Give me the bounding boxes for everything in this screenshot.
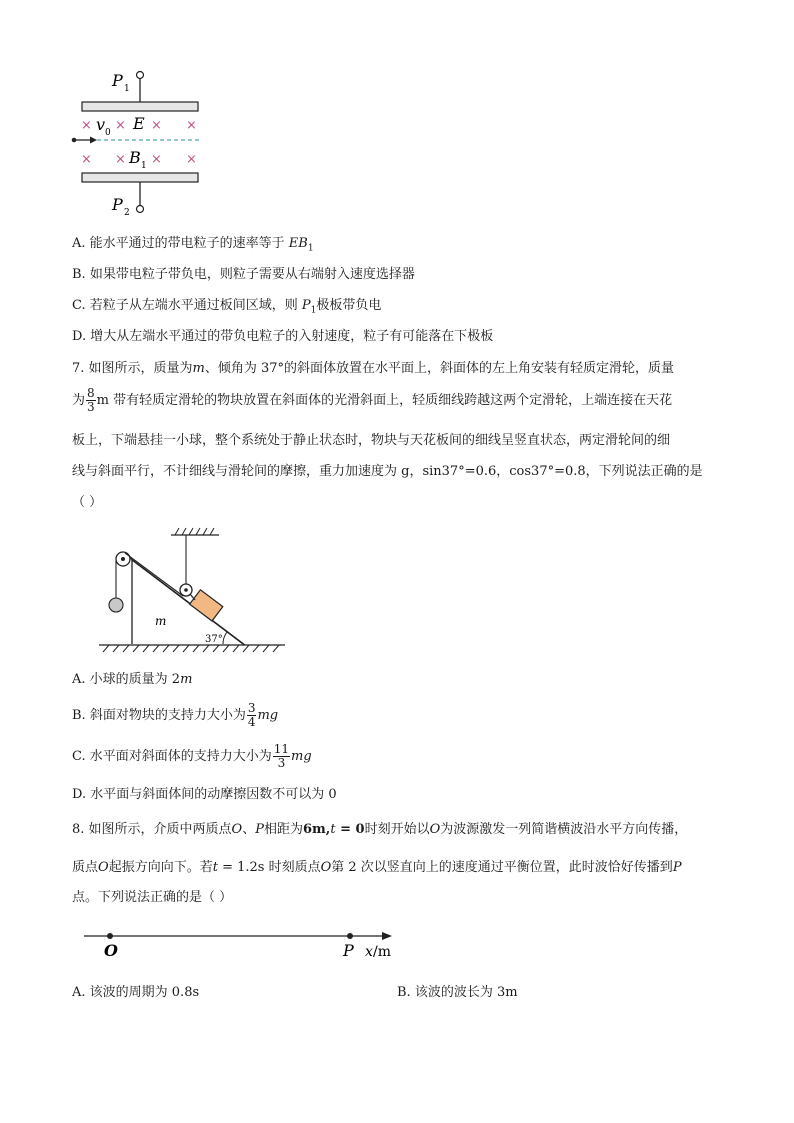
option-text: D. 水平面与斜面体间的动摩擦因数不可以为 0 [72, 787, 337, 802]
q8-stem-line3 [72, 888, 232, 908]
stem-text: 点。下列说法正确的是（ ） [72, 890, 233, 905]
option-text: C. 若粒子从左端水平通过板间区域，则 [72, 298, 298, 313]
frac-num: 8 [87, 386, 95, 400]
fraction-11-3 [273, 743, 290, 770]
stem-text: 、倾角为 37°的斜面体放置在水平面上，斜面体的左上角安装有轻质定滑轮，质量 [204, 361, 675, 376]
q6-option-c [72, 296, 381, 321]
stem-text: 起振方向向下。若 [108, 860, 213, 875]
stem-text: 为 [72, 393, 86, 408]
incline-mass-label: m [155, 614, 167, 628]
angle-arc [223, 632, 227, 644]
block-pulley-axle [184, 588, 188, 592]
point-o [107, 933, 113, 939]
stem-math: = 0 [335, 822, 365, 837]
stem-text: 、 [242, 822, 256, 837]
stem-math: 6m, [303, 822, 331, 837]
wave-axis-figure [80, 925, 400, 965]
point-p [347, 933, 353, 939]
q6-option-d [72, 327, 493, 347]
v0-sub: 0 [105, 128, 111, 138]
q7-option-b [72, 698, 278, 734]
option-text: B. 如果带电粒子带负电，则粒子需要从右端射入速度选择器 [72, 267, 415, 282]
p2-label: P [112, 195, 123, 214]
q6-option-a [72, 234, 314, 259]
field-cross: × [186, 152, 197, 167]
q7-stem-line4 [72, 462, 703, 482]
option-text: A. 该波的周期为 0.8s [72, 985, 200, 1000]
stem-math: m [192, 361, 205, 376]
p1-sub: 1 [124, 84, 130, 94]
q7-option-c [72, 739, 312, 775]
frac-den: 4 [247, 715, 256, 729]
string-parallel [125, 553, 183, 596]
field-cross: × [81, 118, 92, 133]
field-cross: × [151, 152, 162, 167]
p2-sub: 2 [124, 208, 130, 218]
answer-bracket: （ ） [72, 495, 103, 510]
stem-text: 质点 [72, 860, 99, 875]
option-math: P [301, 298, 311, 313]
axis-label-x: x [365, 944, 373, 960]
option-text: A. 能水平通过的带电粒子的速率等于 [72, 236, 285, 251]
option-math: m [180, 672, 193, 687]
option-text: B. 斜面对物块的支持力大小为 [72, 708, 246, 723]
stem-math: P [255, 822, 264, 837]
axis-label-unit: /m [373, 944, 391, 960]
velocity-selector-figure [70, 66, 210, 218]
p1-label: P [112, 71, 123, 90]
stem-text: 7. 如图所示，质量为 [72, 361, 193, 376]
field-cross: × [186, 118, 197, 133]
frac-num: 11 [273, 742, 290, 756]
option-math: mg [291, 749, 312, 764]
stem-math: P [672, 860, 682, 875]
stem-unit: m [96, 393, 109, 408]
option-text: C. 水平面对斜面体的支持力大小为 [72, 749, 272, 764]
stem-math: O [98, 860, 109, 875]
q8-stem-line2 [72, 858, 682, 878]
stem-math: O [231, 822, 243, 837]
field-cross: × [115, 118, 126, 133]
field-cross: × [81, 152, 92, 167]
stem-text: 8. 如图所示，介质中两质点 [72, 822, 232, 837]
option-text: A. 小球的质量为 2 [72, 672, 181, 687]
stem-text: 时刻质点 [264, 860, 321, 875]
fraction-8-3 [86, 387, 96, 414]
q7-stem-line2 [72, 386, 672, 416]
stem-math: O [320, 860, 332, 875]
b1-sub: 1 [141, 161, 147, 171]
bottom-plate [82, 173, 198, 182]
point-p-label: P [343, 941, 354, 960]
incline-face [122, 552, 245, 645]
option-text: D. 增大从左端水平通过的带负电粒子的入射速度，粒子有可能落在下极板 [72, 329, 494, 344]
e-label: E [133, 114, 145, 133]
stem-text: 为波源激发一列简谐横波沿水平方向传播， [440, 822, 688, 837]
q8-option-b [397, 983, 518, 1003]
pulley-mount [190, 594, 195, 600]
p1-terminal [137, 72, 144, 79]
fraction-3-4 [247, 702, 257, 729]
frac-num: 3 [247, 701, 256, 715]
q7-option-a [72, 670, 192, 690]
option-sub: 1 [307, 243, 314, 254]
stem-text: 带有轻质定滑轮的物块放置在斜面体的光滑斜面上，轻质细线跨越这两个定滑轮，上端连接在天花 [108, 393, 673, 408]
point-o-label: O [104, 941, 118, 960]
x-axis-arrow [382, 932, 392, 940]
frac-den: 3 [87, 400, 95, 414]
stem-math: = 1.2s [217, 860, 265, 875]
stem-text: 第 2 次以竖直向上的速度通过平衡位置，此时波恰好传播到 [331, 860, 673, 875]
arrow-head [90, 137, 97, 144]
incline-pulley-figure [95, 524, 290, 656]
q7-stem-line1 [72, 359, 674, 379]
stem-math: t [330, 822, 336, 837]
top-plate [82, 102, 198, 111]
hanging-ball [109, 598, 123, 612]
q7-stem-line3 [72, 431, 670, 451]
stem-text: 相距为 [263, 822, 303, 837]
stem-text: 线与斜面平行，不计细线与滑轮间的摩擦，重力加速度为 g，sin37°=0.6，cos37°=0.8，下列说法正确的是 [72, 464, 703, 479]
q8-option-a [72, 983, 199, 1003]
b1-label: B [129, 148, 141, 167]
p2-terminal [137, 206, 144, 213]
stem-math: O [429, 822, 441, 837]
option-math: mg [257, 708, 279, 723]
stem-math: t [212, 860, 218, 875]
frac-den: 3 [277, 756, 286, 770]
ground-hatch [103, 645, 279, 652]
option-math: EB [288, 236, 308, 251]
q7-stem-line5 [72, 493, 102, 513]
q6-option-b [72, 265, 415, 285]
v0-label: v [96, 115, 106, 134]
field-cross: × [151, 118, 162, 133]
field-cross: × [115, 152, 126, 167]
top-pulley-axle [121, 557, 125, 561]
stem-text: 时刻开始以 [364, 822, 430, 837]
stem-text: 板上，下端悬挂一小球，整个系统处于静止状态时，物块与天花板间的细线呈竖直状态，两定滑轮间的细 [72, 433, 671, 448]
option-sub: 1 [310, 305, 317, 316]
option-text: 极板带负电 [316, 298, 382, 313]
angle-label: 37° [205, 634, 223, 645]
q8-stem-line1 [72, 820, 687, 840]
ceiling-hatch [175, 528, 214, 535]
option-text: B. 该波的波长为 3m [397, 985, 518, 1000]
block [190, 590, 223, 621]
q7-option-d [72, 785, 337, 805]
